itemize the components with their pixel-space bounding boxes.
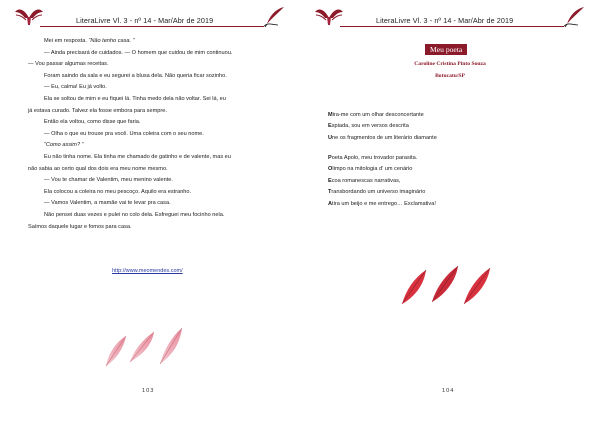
text-line: “Como assim? ” bbox=[44, 142, 84, 149]
text-line: — Vamos Valentim, a mamãe vai te levar pra casa. bbox=[44, 200, 171, 207]
text-line: — Vou te chamar de Valentim, meu menino valente. bbox=[44, 177, 173, 184]
quill-icon bbox=[564, 6, 586, 28]
header-rule bbox=[40, 26, 264, 27]
page-number: 103 bbox=[142, 388, 155, 394]
text-line: Eu não tinha nome. Ela tinha me chamado de gatinho e de valente, mas eu bbox=[44, 153, 231, 160]
poem-line: Atira um beijo e me entrego… Exclamativa! bbox=[328, 200, 436, 207]
quill-icon bbox=[264, 6, 286, 28]
poem-title: Meu poeta bbox=[425, 44, 467, 55]
feathers-decoration-icon bbox=[400, 262, 494, 308]
poem-stanza bbox=[328, 110, 437, 144]
poem-line: Olimpo na mitologia d' um cenário bbox=[328, 166, 413, 173]
text-line: não sabia ao certo qual dos dois era meu nome mesmo. bbox=[28, 165, 168, 172]
poem-line: Mira-me com um olhar desconcertante bbox=[328, 112, 424, 118]
text-line: Ela colocou a coleira no meu pescoço. Aquilo era estranho. bbox=[44, 188, 192, 195]
winged-logo-icon bbox=[14, 6, 44, 28]
text-line: Ela se soltou de mim e eu fiquei lá. Tinha medo dela não voltar. Sei lá, eu bbox=[44, 95, 226, 102]
poem-line: Poeta Apolo, meu trovador parasita. bbox=[328, 155, 418, 161]
poem-line: Une os fragmentos de um literário diamante bbox=[328, 134, 437, 141]
poem-author: Caroline Cristina Pinto Souza bbox=[414, 61, 486, 67]
text-line: — Eu, calma! Eu já volto. bbox=[44, 84, 107, 91]
header-title: LiteraLivre Vl. 3 - nº 14 - Mar/Abr de 2019 bbox=[76, 16, 214, 25]
text-line: já estava curado. Talvez ela fosse embora para sempre. bbox=[28, 107, 167, 114]
page-number: 104 bbox=[442, 388, 455, 394]
header-rule bbox=[340, 26, 564, 27]
poem-place: Botucatu/SP bbox=[435, 73, 465, 79]
poem-line: Transbordando um universo imaginário bbox=[328, 189, 426, 196]
text-line: Mei em resposta. “Não tenho casa. ” bbox=[44, 38, 135, 44]
poem-stanza bbox=[328, 153, 436, 210]
right-page bbox=[300, 0, 600, 424]
page-header bbox=[14, 6, 286, 30]
poem-line: Espiada, sou em versos descrita bbox=[328, 123, 409, 130]
story-text bbox=[28, 36, 278, 233]
text-line: — Olha o que eu trouxe pra você. Uma coleira com o seu nome. bbox=[44, 130, 204, 137]
feathers-decoration-icon bbox=[104, 324, 186, 370]
text-line: — Ainda precisará de cuidados. — O homem que cuidou de mim continuou. bbox=[44, 49, 233, 56]
winged-logo-icon bbox=[314, 6, 344, 28]
text-line: Foram saindo da sala e eu segurei a blusa dela. Não queria ficar sozinho. bbox=[44, 72, 227, 79]
header-title: LiteraLivre Vl. 3 - nº 14 - Mar/Abr de 2019 bbox=[376, 16, 514, 25]
text-line: Saímos daquele lugar e fomos para casa. bbox=[28, 223, 132, 230]
text-line: Não pensei duas vezes e pulei no colo dela. Esfreguei meu focinho nela. bbox=[44, 211, 225, 218]
website-link[interactable]: http://www.meomendes.com/ bbox=[112, 268, 183, 274]
page-header bbox=[314, 6, 586, 30]
poem-line: Ecoa romanescas narrativas, bbox=[328, 177, 401, 184]
text-line: Então ela voltou, como disse que faria. bbox=[44, 119, 141, 126]
text-line: — Vou passar algumas receitas. bbox=[28, 61, 109, 68]
